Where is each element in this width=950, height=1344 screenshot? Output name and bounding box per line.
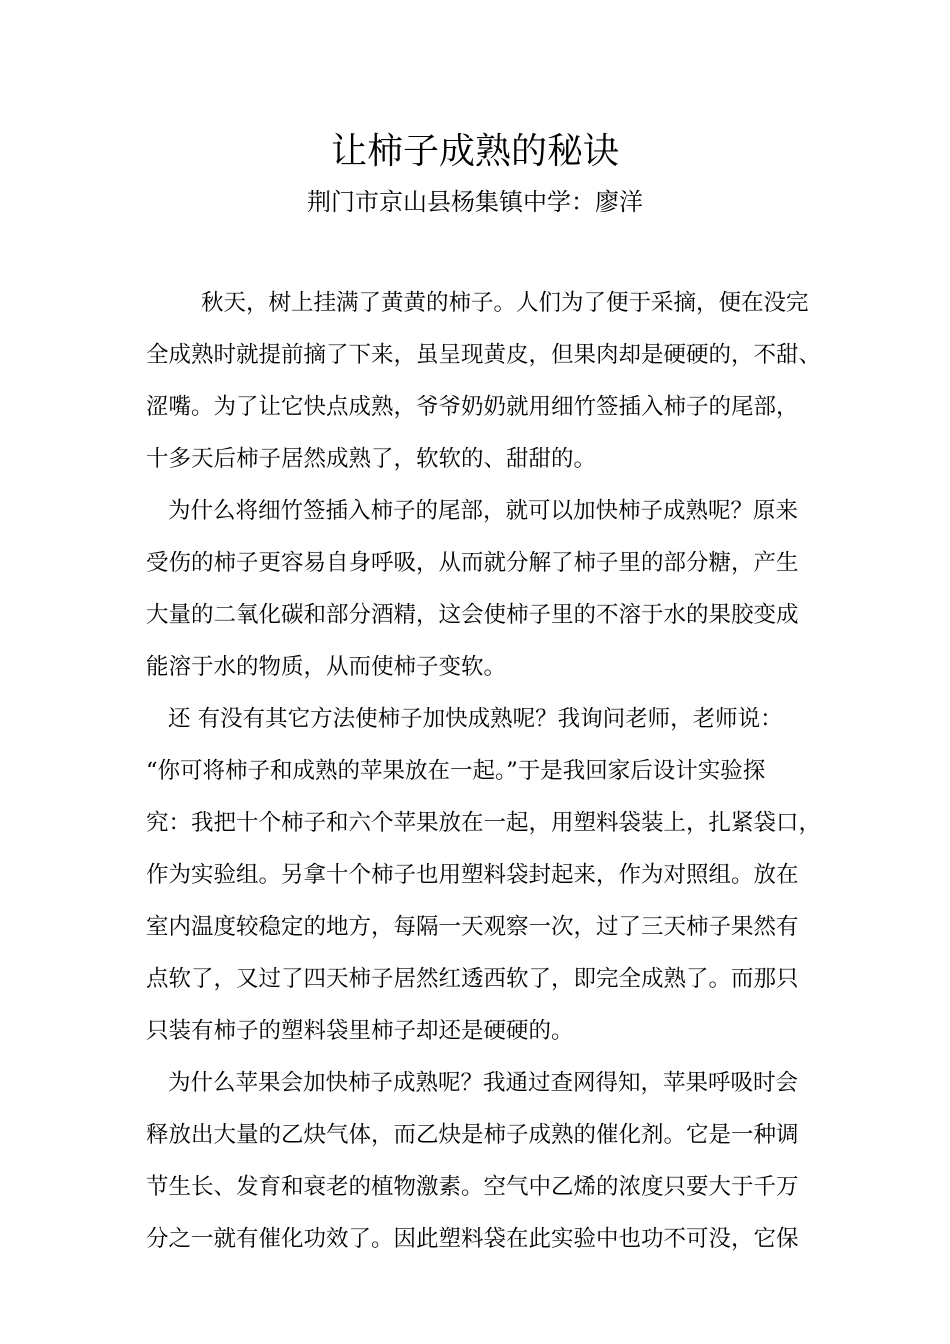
- paragraph-line: 节生长、发育和衰老的植物激素。空气中乙烯的浓度只要大于千万: [146, 1174, 799, 1200]
- paragraph-line: “你可将柿子和成熟的苹果放在一起。”于是我回家后设计实验探: [146, 758, 766, 784]
- paragraph-1: [146, 277, 822, 485]
- paragraph-line: 作为实验组。另拿十个柿子也用塑料袋封起来，作为对照组。放在: [146, 862, 799, 888]
- paragraph-3: [146, 693, 822, 1057]
- paragraph-line: 为什么苹果会加快柿子成熟呢？我通过查网得知，苹果呼吸时会: [168, 1070, 799, 1096]
- paragraph-line: 只装有柿子的塑料袋里柿子却还是硬硬的。: [146, 1018, 574, 1044]
- paragraph-line: 全成熟时就提前摘了下来，虽呈现黄皮，但果肉却是硬硬的，不甜、: [146, 342, 822, 368]
- paragraph-2: [146, 485, 816, 693]
- paragraph-line: 为什么将细竹签插入柿子的尾部，就可以加快柿子成熟呢？原来: [168, 498, 799, 524]
- paragraph-line: 分之一就有催化功效了。因此塑料袋在此实验中也功不可没，它保: [146, 1226, 799, 1252]
- document-author: 荆门市京山县杨集镇中学：廖洋: [307, 188, 643, 216]
- paragraph-line: 能溶于水的物质，从而使柿子变软。: [146, 654, 507, 680]
- document-title: 让柿子成熟的秘诀: [330, 131, 619, 172]
- document-body: [146, 277, 822, 1265]
- paragraph-line: 大量的二氧化碳和部分酒精，这会使柿子里的不溶于水的果胶变成: [146, 602, 799, 628]
- paragraph-line: 室内温度较稳定的地方，每隔一天观察一次，过了三天柿子果然有: [146, 914, 799, 940]
- paragraph-line: 点软了，又过了四天柿子居然红透西软了，即完全成熟了。而那只: [146, 966, 799, 992]
- paragraph-line: 究：我把十个柿子和六个苹果放在一起，用塑料袋装上，扎紧袋口，: [146, 810, 822, 836]
- paragraph-line: 释放出大量的乙炔气体，而乙炔是柿子成熟的催化剂。它是一种调: [146, 1122, 799, 1148]
- paragraph-line: 涩嘴。为了让它快点成熟，爷爷奶奶就用细竹签插入柿子的尾部，: [146, 394, 799, 420]
- paragraph-line: 十多天后柿子居然成熟了，软软的、甜甜的。: [146, 446, 597, 472]
- paragraph-line: 还 有没有其它方法使柿子加快成熟呢？我询问老师，老师说：: [168, 706, 783, 732]
- paragraph-4: [146, 1057, 816, 1265]
- paragraph-line: 受伤的柿子更容易自身呼吸，从而就分解了柿子里的部分糖，产生: [146, 550, 799, 576]
- paragraph-line: 秋天，树上挂满了黄黄的柿子。人们为了便于采摘，便在没完: [201, 290, 809, 316]
